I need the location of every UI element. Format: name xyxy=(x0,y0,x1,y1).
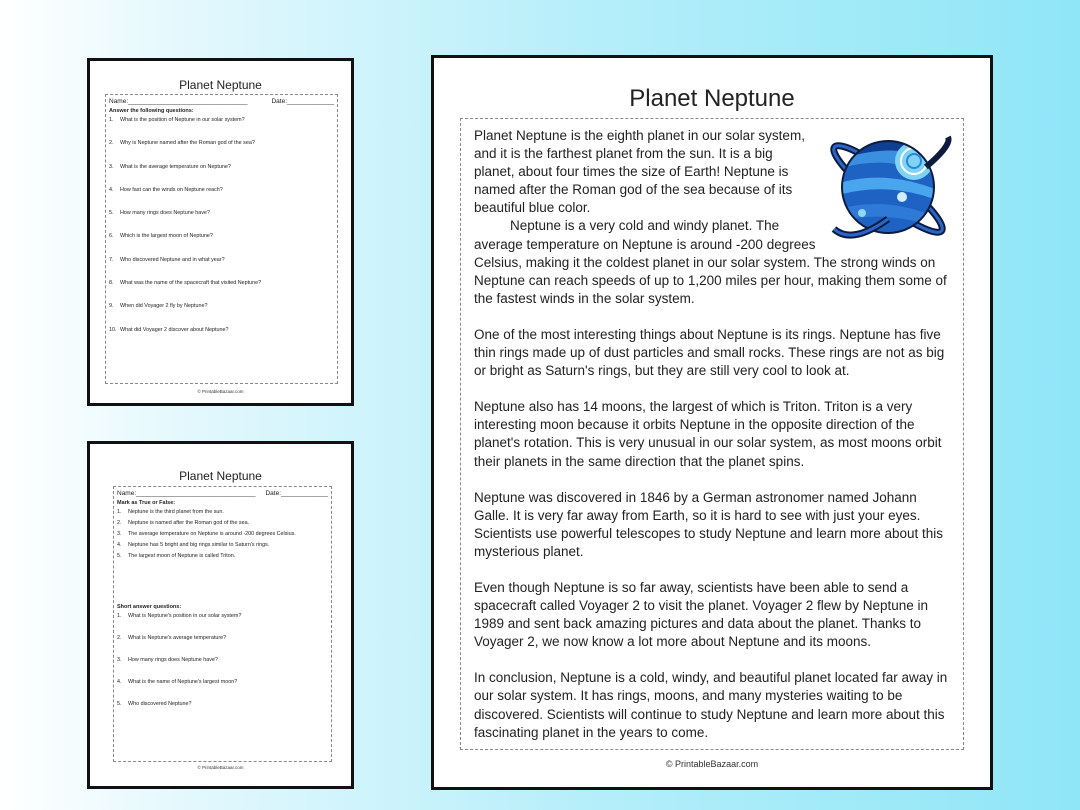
question-item: 1. What is the position of Neptune in our solar system? xyxy=(109,117,245,123)
short-answer-item: 5. Who discovered Neptune? xyxy=(117,701,192,707)
questions-heading: Answer the following questions: xyxy=(109,108,194,114)
short-answer-item: 4. What is the name of Neptune's largest moon? xyxy=(117,679,238,685)
question-item: 2. Why is Neptune named after the Roman god of the sea? xyxy=(109,140,255,147)
true-false-heading: Mark as True or False: xyxy=(117,500,176,506)
question-item: 5. How many rings does Neptune have? xyxy=(109,210,210,217)
questions-list xyxy=(109,117,334,334)
passage-paragraph: Neptune also has 14 moons, the largest of which is Triton. Triton is a very interesting moon because it orbits Neptune in the opposite direction of the planet's rotation. This is very unusual in our solar system, as most moons orbit their planets in the same direction that the planet spins. xyxy=(474,399,942,469)
passage-footer: © PrintableBazaar.com xyxy=(665,759,759,769)
date-field: Date:_____________ xyxy=(265,490,328,497)
worksheet-content-box xyxy=(113,486,332,762)
short-answer-list xyxy=(117,613,328,708)
short-answer-heading: Short answer questions: xyxy=(117,604,182,610)
question-item: 9. When did Voyager 2 fly by Neptune? xyxy=(109,303,208,310)
worksheet-title: Planet Neptune xyxy=(179,78,262,92)
passage-paragraph: In conclusion, Neptune is a cold, windy, and beautiful planet located far away in our solar system. It has rings, moons, and many mysteries waiting to be discovered. Scientists will continue to study Neptune and learn more about this fascinating planet in the years to come. xyxy=(474,670,948,740)
worksheet-questions-thumbnail xyxy=(87,58,354,406)
question-item: 4. How fast can the winds on Neptune reach? xyxy=(109,186,223,193)
true-false-item: 3. The average temperature on Neptune is around -200 degrees Celsius. xyxy=(117,531,296,537)
true-false-item: 5. The largest moon of Neptune is called Triton. xyxy=(117,553,236,559)
passage-text xyxy=(474,127,948,742)
passage-paragraph: Even though Neptune is so far away, scientists have been able to send a spacecraft called Voyager 2 to visit the planet. Voyager 2 flew by Neptune in 1989 and sent back amazing pictures and data about the planet. Thanks to Voyager 2, we now know a lot more about Neptune and its moons. xyxy=(474,579,929,650)
true-false-list xyxy=(117,509,328,560)
worksheet-footer: © PrintableBazaar.com xyxy=(197,389,244,394)
name-date-row xyxy=(117,490,328,497)
name-field: Name:_________________________________ xyxy=(109,98,248,105)
worksheet-true-false-thumbnail xyxy=(87,441,354,789)
question-item: 10. What did Voyager 2 discover about Neptune? xyxy=(109,326,229,333)
short-answer-item: 1. What is Neptune's position in our solar system? xyxy=(117,613,242,619)
short-answer-item: 2. What is Neptune's average temperature? xyxy=(117,635,227,641)
true-false-item: 4. Neptune has 5 bright and big rings similar to Saturn's rings. xyxy=(117,542,270,548)
worksheet-title: Planet Neptune xyxy=(179,469,262,483)
worksheet-footer: © PrintableBazaar.com xyxy=(197,765,244,770)
name-field: Name:_________________________________ xyxy=(117,490,256,497)
planet-with-ring-icon xyxy=(822,127,954,247)
question-item: 7. Who discovered Neptune and in what year? xyxy=(109,256,225,263)
passage-paragraph: Neptune is a very cold and windy planet. The average temperature on Neptune is around -200 degrees Celsius, making it the coldest planet in our solar system. The strong winds on Neptune can reach speeds of up to 1,200 miles per hour, making them some of the fastest winds in the solar system. xyxy=(474,218,947,306)
passage-paragraph: One of the most interesting things about Neptune is its rings. Neptune has five thin rings made up of dust particles and small rocks. These rings are not as big or bright as Saturn's rings, but they are still very cool to look at. xyxy=(474,326,945,379)
reading-passage-sheet xyxy=(431,55,993,790)
short-answer-item: 3. How many rings does Neptune have? xyxy=(117,657,218,663)
name-date-row xyxy=(109,98,334,105)
question-item: 8. What was the name of the spacecraft that visited Neptune? xyxy=(109,280,262,287)
worksheet-content-box xyxy=(105,94,338,384)
passage-title: Planet Neptune xyxy=(629,85,795,112)
passage-content-box xyxy=(460,118,964,750)
question-item: 3. What is the average temperature on Neptune? xyxy=(109,163,231,170)
true-false-item: 1. Neptune is the third planet from the sun. xyxy=(117,509,224,515)
passage-paragraph: Planet Neptune is the eighth planet in our solar system, and it is the farthest planet from the sun. It is a big planet, about four times the size of Earth! Neptune is named after the Roman god of the sea because of its beautiful blue color. xyxy=(474,128,805,216)
question-item: 6. Which is the largest moon of Neptune? xyxy=(109,233,213,240)
true-false-item: 2. Neptune is named after the Roman god of the sea. xyxy=(117,520,250,526)
date-field: Date:_____________ xyxy=(271,98,334,105)
passage-paragraph: Neptune was discovered in 1846 by a German astronomer named Johann Galle. It is very far away from Earth, so it is hard to see with just your eyes. Scientists use powerful telescopes to study Neptune and learn more about this mysterious planet. xyxy=(474,489,944,559)
